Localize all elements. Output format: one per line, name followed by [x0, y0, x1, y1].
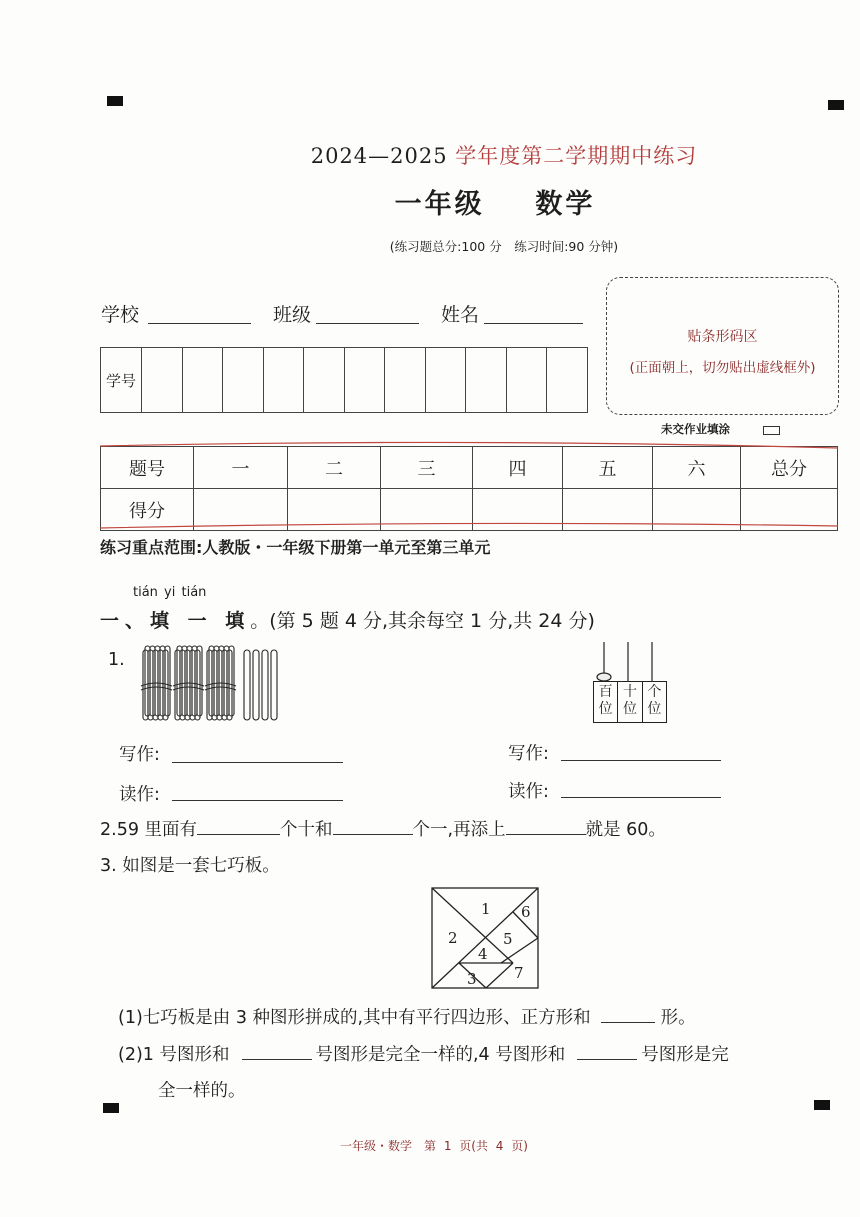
exam-subject	[0, 182, 860, 221]
stick-bundle	[173, 646, 204, 720]
q1-right-read-label: 读作:	[508, 782, 549, 802]
q3-sub2-blank2[interactable]	[577, 1045, 637, 1060]
student-id-table	[100, 347, 588, 413]
student-id-cell[interactable]	[466, 348, 507, 413]
exam-note: (练习题总分:100 分 练习时间:90 分钟)	[389, 239, 619, 254]
tangram-piece-label: 3	[467, 970, 477, 988]
student-id-cell[interactable]	[547, 348, 588, 413]
q2-ones-blank[interactable]	[333, 820, 413, 835]
q3-sub2	[118, 1041, 729, 1066]
registration-mark	[828, 100, 844, 110]
score-header-cell: 总分	[741, 447, 838, 489]
q3-stem: 3. 如图是一套七巧板。	[100, 856, 280, 876]
q3-sub2-text: (2)1 号图形和	[118, 1045, 230, 1065]
single-stick	[271, 650, 277, 720]
single-stick	[244, 650, 250, 720]
stick-bundles-figure	[140, 642, 282, 724]
q3-sub2-continued: 全一样的。	[158, 1081, 246, 1101]
score-header-cell: 三	[381, 447, 473, 489]
q3-sub1	[118, 1004, 696, 1029]
q1-left-read-label: 读作:	[119, 785, 160, 805]
registration-mark	[103, 1103, 119, 1113]
q2-text: 就是 60。	[585, 820, 666, 840]
name-input[interactable]	[484, 323, 583, 324]
section1-heading	[100, 606, 595, 633]
q1-left-read-blank[interactable]	[172, 800, 343, 801]
q1-left-write-label: 写作:	[119, 745, 160, 765]
score-row-label: 得分	[101, 489, 194, 531]
q3-sub2-text: 号图形是完	[641, 1045, 729, 1065]
q1-right-read-blank[interactable]	[561, 797, 721, 798]
student-id-cell[interactable]	[506, 348, 547, 413]
red-guide-lines	[100, 440, 840, 534]
class-input[interactable]	[316, 323, 419, 324]
section1-info: 。(第 5 题 4 分,其余每空 1 分,共 24 分)	[250, 610, 595, 632]
section1-pinyin: tián yi tián	[133, 585, 207, 600]
tangram-piece-label: 7	[514, 964, 524, 982]
q3-sub1-blank[interactable]	[601, 1008, 655, 1023]
tangram-piece-label: 4	[478, 945, 488, 963]
student-id-cell[interactable]	[385, 348, 426, 413]
student-id-cell[interactable]	[263, 348, 304, 413]
q2-text: 个一,再添上	[412, 820, 506, 840]
stick-bundle	[141, 646, 172, 720]
student-id-cell[interactable]	[223, 348, 264, 413]
q2-text: 2.59 里面有	[100, 820, 198, 840]
abacus-figure	[592, 640, 668, 722]
score-header-cell: 四	[473, 447, 563, 489]
tens-place: 十 位	[618, 682, 642, 722]
score-header-cell: 五	[563, 447, 653, 489]
score-header-cell: 一	[194, 447, 288, 489]
school-input[interactable]	[148, 323, 251, 324]
page-footer: 一年级・数学 第 1 页(共 4 页)	[340, 1139, 528, 1153]
student-id-cell[interactable]	[425, 348, 466, 413]
tangram-piece-label: 2	[448, 929, 458, 947]
registration-mark	[814, 1100, 830, 1110]
single-stick	[262, 650, 268, 720]
student-id-cell[interactable]	[142, 348, 183, 413]
q2	[100, 816, 666, 841]
exam-title	[0, 140, 860, 170]
q3-sub1-text: 形。	[660, 1008, 696, 1028]
q2-text: 个十和	[280, 820, 333, 840]
q1-number: 1.	[108, 650, 125, 670]
q2-tens-blank[interactable]	[197, 820, 280, 835]
class-label: 班级	[273, 304, 312, 326]
hundreds-place: 百 位	[594, 682, 618, 722]
ones-place: 个 位	[647, 684, 662, 717]
barcode-area	[606, 277, 839, 415]
score-header-cell: 题号	[101, 447, 194, 489]
tangram-piece-label: 1	[481, 900, 491, 918]
tangram-piece-label: 6	[521, 903, 531, 921]
practice-scope: 练习重点范围:人教版・一年级下册第一单元至第三单元	[100, 538, 491, 557]
tangram-piece-label: 5	[503, 930, 513, 948]
score-header-cell: 六	[653, 447, 741, 489]
tangram-figure	[430, 886, 540, 990]
abacus-base	[593, 681, 667, 723]
registration-mark	[107, 96, 123, 106]
q2-add-blank[interactable]	[506, 820, 586, 835]
q3-sub2-blank1[interactable]	[242, 1045, 312, 1060]
q3-sub2-text: 号图形是完全一样的,4 号图形和	[315, 1045, 566, 1065]
stick-bundle	[205, 646, 236, 720]
student-id-cell[interactable]	[304, 348, 345, 413]
tangram-edge	[486, 963, 513, 988]
name-label: 姓名	[441, 304, 480, 326]
abacus-bead	[597, 673, 611, 681]
barcode-title: 贴条形码区	[687, 329, 758, 345]
student-id-cell[interactable]	[344, 348, 385, 413]
q1-left-write-blank[interactable]	[172, 762, 343, 763]
student-id-cell[interactable]	[182, 348, 223, 413]
q1-right-write-label: 写作:	[508, 744, 549, 764]
score-header-cell: 二	[288, 447, 381, 489]
student-id-label: 学号	[101, 348, 142, 413]
school-label: 学校	[101, 304, 140, 326]
section1-label: 一、填 一 填	[100, 610, 251, 632]
title-year: 2024—2025	[310, 144, 448, 168]
single-stick	[253, 650, 259, 720]
barcode-instruction: (正面朝上，切勿贴出虚线框外)	[629, 360, 816, 376]
subject-name: 数学	[535, 189, 596, 220]
unsubmitted-checkbox[interactable]	[763, 426, 780, 435]
subject-grade: 一年级	[394, 189, 485, 220]
unsubmitted-label: 未交作业填涂	[661, 422, 730, 436]
title-term: 学年度第二学期期中练习	[455, 144, 698, 168]
q3-sub1-text: (1)七巧板是由 3 种图形拼成的,其中有平行四边形、正方形和	[118, 1008, 591, 1028]
q1-right-write-blank[interactable]	[561, 760, 721, 761]
tangram-edge	[432, 888, 486, 938]
